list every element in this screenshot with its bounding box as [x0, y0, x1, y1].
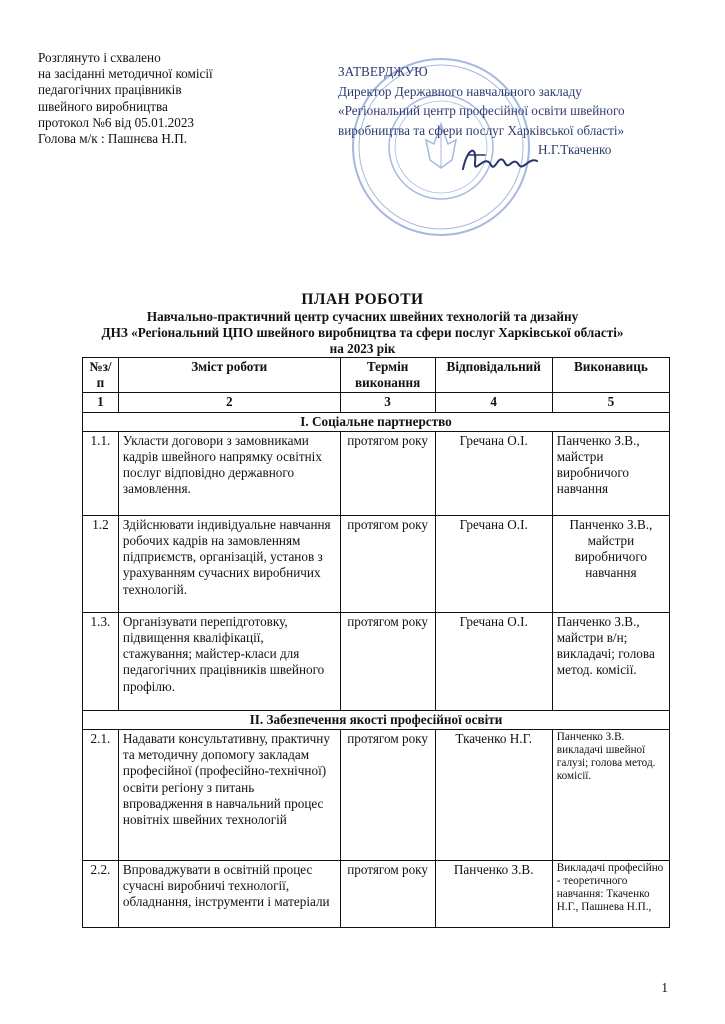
row-term: протягом року	[340, 515, 435, 612]
section-row	[83, 710, 670, 729]
column-header: Зміст роботи	[118, 358, 340, 393]
table-row	[83, 515, 670, 612]
director-name: Н.Г.Ткаченко	[538, 142, 612, 157]
column-header: Виконавиць	[552, 358, 669, 393]
column-number: 5	[552, 393, 669, 412]
column-number-row	[83, 393, 670, 412]
approval-line: Директор Державного навчального закладу	[338, 83, 582, 99]
row-content: Здійснювати індивідуальне навчання робочих кадрів на замовленням підприємств, організацій, установ з урахуванням сучасних виробничих технологій.	[118, 515, 340, 612]
plan-table	[82, 357, 670, 928]
column-number: 2	[118, 393, 340, 412]
row-content: Впроваджувати в освітній процес сучасні виробничі технології, обладнання, інструменти і матеріали	[118, 861, 340, 928]
table-header-row	[83, 358, 670, 393]
row-executor: Викладачі професійно - теоретичного навчання: Ткаченко Н.Г., Пашнева Н.П.,	[552, 861, 669, 928]
approval-line: ЗАТВЕРДЖУЮ	[338, 64, 428, 79]
plan-title: ПЛАН РОБОТИ	[301, 291, 424, 308]
row-term: протягом року	[340, 730, 435, 861]
row-number: 1.3.	[83, 612, 119, 710]
table-row	[83, 861, 670, 928]
section-title: ІІ. Забезпечення якості професійної освіти	[83, 710, 670, 729]
column-header: Відповідальний	[435, 358, 552, 393]
row-executor: Панченко З.В. викладачі швейної галузі; голова метод. комісії.	[552, 730, 669, 861]
column-number: 1	[83, 393, 119, 412]
review-line: Голова м/к : Пашнєва Н.П.	[38, 131, 188, 147]
column-header: Термін виконання	[340, 358, 435, 393]
review-line: швейного виробництва	[38, 98, 168, 114]
review-block	[38, 50, 213, 147]
review-line: протокол №6 від 05.01.2023	[38, 114, 195, 130]
column-number: 4	[435, 393, 552, 412]
approval-line: виробництва та сфери послуг Харківської області»	[338, 122, 625, 138]
signature-icon	[455, 135, 550, 185]
row-number: 1.1.	[83, 431, 119, 515]
row-number: 2.1.	[83, 730, 119, 861]
approval-line: «Регіональний центр професійної освіти швейного	[338, 103, 625, 118]
row-executor: Панченко З.В., майстри в/н; викладачі; голова метод. комісії.	[552, 612, 669, 710]
row-responsible: Панченко З.В.	[435, 861, 552, 928]
plan-subtitle: Навчально-практичний центр сучасних швейних технологій та дизайну	[146, 309, 579, 324]
row-term: протягом року	[340, 861, 435, 928]
section-title: І. Соціальне партнерство	[83, 412, 670, 431]
row-responsible: Гречана О.І.	[435, 431, 552, 515]
table-row	[83, 431, 670, 515]
row-responsible: Гречана О.І.	[435, 515, 552, 612]
plan-subtitle: ДНЗ «Регіональний ЦПО швейного виробництва та сфери послуг Харківської області»	[101, 325, 624, 340]
table-row	[83, 612, 670, 710]
row-content: Організувати перепідготовку, підвищення кваліфікації, стажування; майстер-класи для педагогічних працівників швейного профілю.	[118, 612, 340, 710]
row-responsible: Гречана О.І.	[435, 612, 552, 710]
row-executor: Панченко З.В., майстри виробничого навчання	[552, 431, 669, 515]
row-term: протягом року	[340, 612, 435, 710]
plan-year: на 2023 рік	[329, 341, 396, 356]
row-content: Надавати консультативну, практичну та методичну допомогу закладам професійної (професійно-технічної) освіти регіону з питань впровадження в навчальний процес новітніх швейних технологій	[118, 730, 340, 861]
row-content: Укласти договори з замовниками кадрів швейного напрямку освітніх послуг відповідно державного замовлення.	[118, 431, 340, 515]
section-row	[83, 412, 670, 431]
table-row	[83, 730, 670, 861]
row-responsible: Ткаченко Н.Г.	[435, 730, 552, 861]
column-header: №з/п	[83, 358, 119, 393]
review-line: на засіданні методичної комісії	[38, 66, 213, 82]
row-number: 2.2.	[83, 861, 119, 928]
page-number: 1	[661, 980, 668, 995]
row-executor: Панченко З.В., майстри виробничого навчання	[552, 515, 669, 612]
column-number: 3	[340, 393, 435, 412]
row-number: 1.2	[83, 515, 119, 612]
row-term: протягом року	[340, 431, 435, 515]
review-line: педагогічних працівників	[38, 82, 182, 98]
review-line: Розглянуто і схвалено	[38, 50, 161, 65]
